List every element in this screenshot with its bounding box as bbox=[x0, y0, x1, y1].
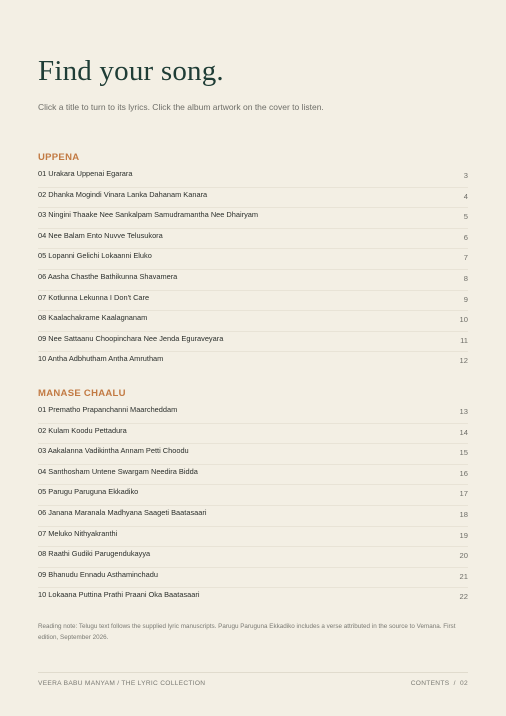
track-title: 07 Kotlunna Lekunna I Don't Care bbox=[38, 292, 150, 302]
track-title: 05 Parugu Paruguna Ekkadiko bbox=[38, 487, 139, 497]
track-link[interactable] bbox=[38, 485, 468, 506]
track-link[interactable] bbox=[38, 352, 468, 372]
track-list-uppena bbox=[38, 167, 468, 372]
contents-page bbox=[38, 0, 468, 716]
track-title: 02 Dhanka Mogindi Vinara Lanka Dahanam Kanara bbox=[38, 189, 208, 199]
track-link[interactable] bbox=[38, 506, 468, 527]
track-title: 08 Kaalachakrame Kaalagnanam bbox=[38, 313, 148, 323]
track-link[interactable] bbox=[38, 167, 468, 188]
track-title: 02 Kulam Koodu Pettadura bbox=[38, 425, 127, 435]
reading-note: Reading note: Telugu text follows the supplied lyric manuscripts. Parugu Paruguna Ekkadiko includes a verse attributed in the source to Vemana. First edition, September 2026. bbox=[38, 623, 456, 641]
track-page-number: 20 bbox=[459, 551, 468, 561]
track-page-number: 12 bbox=[459, 356, 468, 366]
track-page-number: 4 bbox=[463, 191, 468, 201]
track-link[interactable] bbox=[38, 311, 468, 332]
footer-divider bbox=[38, 672, 468, 673]
track-link[interactable] bbox=[38, 424, 468, 445]
page-subtitle: Click a title to turn to its lyrics. Click the album artwork on the cover to listen. bbox=[38, 102, 324, 112]
track-link[interactable] bbox=[38, 444, 468, 465]
section-heading-manase-chaalu: MANASE CHAALU bbox=[38, 388, 126, 399]
track-title: 04 Nee Balam Ento Nuvve Telusukora bbox=[38, 230, 163, 240]
track-page-number: 7 bbox=[463, 253, 468, 263]
track-page-number: 22 bbox=[459, 592, 468, 602]
footer-page-label: CONTENTS / 02 bbox=[410, 680, 468, 687]
track-title: 01 Urakara Uppenai Egarara bbox=[38, 169, 133, 178]
track-page-number: 3 bbox=[463, 171, 468, 180]
track-link[interactable] bbox=[38, 188, 468, 209]
track-title: 09 Nee Sattaanu Choopinchara Nee Jenda Eguraveyara bbox=[38, 333, 224, 343]
track-page-number: 16 bbox=[459, 468, 468, 478]
track-page-number: 10 bbox=[459, 315, 468, 325]
track-link[interactable] bbox=[38, 547, 468, 568]
track-page-number: 21 bbox=[459, 571, 468, 581]
track-title: 10 Antha Adbhutham Antha Amrutham bbox=[38, 354, 164, 364]
track-title: 03 Ningini Thaake Nee Sankalpam Samudramantha Nee Dhairyam bbox=[38, 210, 259, 220]
track-page-number: 19 bbox=[459, 530, 468, 540]
track-link[interactable] bbox=[38, 270, 468, 291]
track-title: 06 Janana Maranala Madhyana Saageti Baatasaari bbox=[38, 507, 207, 517]
track-page-number: 8 bbox=[463, 273, 468, 283]
track-page-number: 15 bbox=[459, 448, 468, 458]
track-link[interactable] bbox=[38, 249, 468, 270]
track-title: 08 Raathi Gudiki Parugendukayya bbox=[38, 549, 151, 559]
track-title: 01 Prematho Prapanchanni Maarcheddam bbox=[38, 405, 178, 414]
track-title: 04 Santhosham Untene Swargam Needira Bidda bbox=[38, 466, 198, 476]
track-page-number: 5 bbox=[463, 212, 468, 222]
track-link[interactable] bbox=[38, 527, 468, 548]
track-page-number: 9 bbox=[463, 294, 468, 304]
track-page-number: 17 bbox=[459, 489, 468, 499]
track-title: 06 Aasha Chasthe Bathikunna Shavamera bbox=[38, 271, 178, 281]
track-title: 10 Lokaana Puttina Prathi Praani Oka Baatasaari bbox=[38, 590, 200, 600]
track-list-manase-chaalu bbox=[38, 403, 468, 608]
track-page-number: 18 bbox=[459, 509, 468, 519]
track-link[interactable] bbox=[38, 208, 468, 229]
track-link[interactable] bbox=[38, 568, 468, 589]
footer-collection-label: VEERA BABU MANYAM / THE LYRIC COLLECTION bbox=[38, 680, 206, 687]
track-link[interactable] bbox=[38, 229, 468, 250]
track-page-number: 13 bbox=[459, 407, 468, 416]
page-title: Find your song. bbox=[38, 55, 224, 87]
track-link[interactable] bbox=[38, 588, 468, 608]
track-page-number: 14 bbox=[459, 427, 468, 437]
track-page-number: 11 bbox=[460, 335, 468, 345]
track-title: 09 Bhanudu Ennadu Asthaminchadu bbox=[38, 569, 158, 579]
track-link[interactable] bbox=[38, 403, 468, 424]
section-heading-uppena: UPPENA bbox=[38, 152, 80, 163]
track-title: 05 Lopanni Gelichi Lokaanni Eluko bbox=[38, 251, 152, 261]
track-page-number: 6 bbox=[463, 232, 468, 242]
track-link[interactable] bbox=[38, 332, 468, 353]
track-title: 07 Meluko Nithyakranthi bbox=[38, 528, 118, 538]
track-link[interactable] bbox=[38, 465, 468, 486]
track-link[interactable] bbox=[38, 291, 468, 312]
track-title: 03 Aakalanna Vadikintha Annam Petti Choodu bbox=[38, 446, 189, 456]
